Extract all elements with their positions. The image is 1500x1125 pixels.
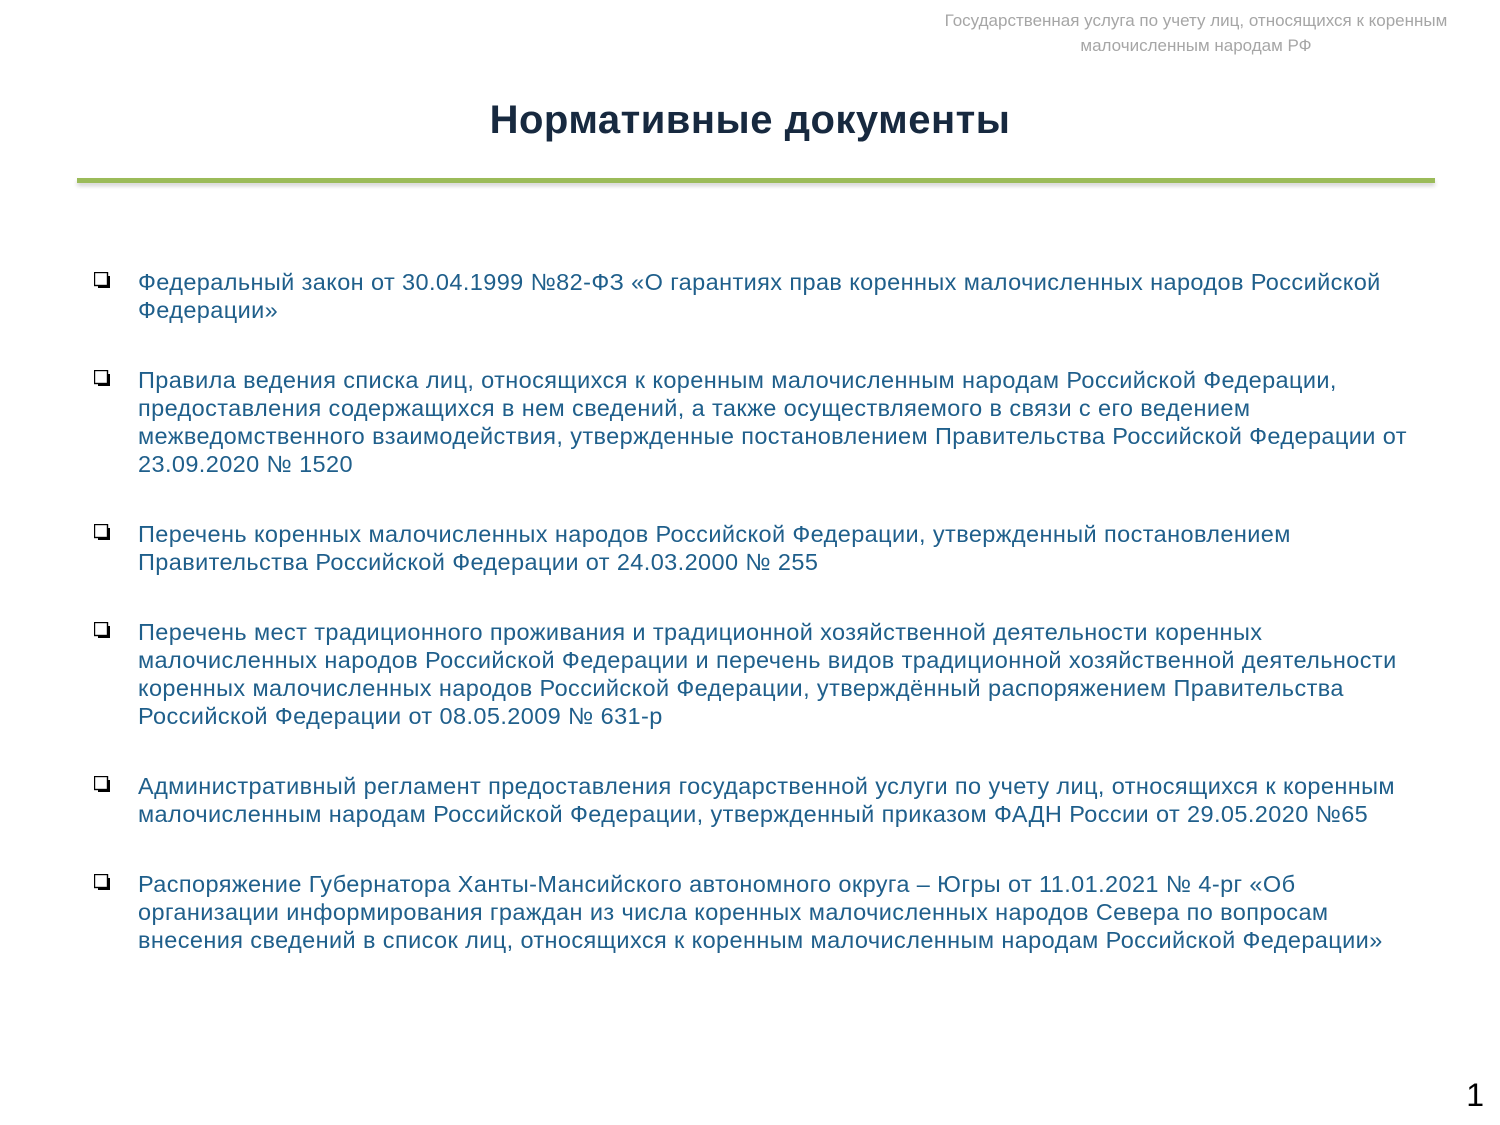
- document-text: Правила ведения списка лиц, относящихся к коренным малочисленным народам Российской Федерации, предоставления содержащихся в нем сведений, а также осуществляемого в связи с его ведением межведомственного взаимодействия, утвержденные постановлением Правительства Российской Федерации от 23.09.2020 № 1520: [138, 367, 1407, 477]
- list-item: [92, 618, 1422, 730]
- checkbox-bullet-icon: [94, 370, 111, 387]
- checkbox-bullet-icon: [94, 874, 111, 891]
- checkbox-bullet-icon: [94, 272, 111, 289]
- document-list: [92, 268, 1422, 996]
- list-item: [92, 366, 1422, 478]
- document-text: Административный регламент предоставления государственной услуги по учету лиц, относящихся к коренным малочисленным народам Российской Федерации, утвержденный приказом ФАДН России от 29.05.2020 №65: [138, 773, 1395, 827]
- checkbox-bullet-icon: [94, 622, 111, 639]
- list-item: [92, 520, 1422, 576]
- list-item: [92, 268, 1422, 324]
- document-text: Распоряжение Губернатора Ханты-Мансийского автономного округа – Югры от 11.01.2021 № 4-рг «Об организации информирования граждан из числа коренных малочисленных народов Севера по вопросам внесения сведений в список лиц, относящихся к коренным малочисленным народам Российской Федерации»: [138, 871, 1383, 953]
- document-text: Перечень мест традиционного проживания и традиционной хозяйственной деятельности коренных малочисленных народов Российской Федерации и перечень видов традиционной хозяйственной деятельности коренных малочисленных народов Российской Федерации, утверждённый распоряжением Правительства Российской Федерации от 08.05.2009 № 631-р: [138, 619, 1397, 729]
- page-number: 1: [1466, 1077, 1484, 1113]
- list-item: [92, 772, 1422, 828]
- header-note: Государственная услуга по учету лиц, относящихся к коренным малочисленным народам РФ: [944, 11, 1448, 55]
- title-divider: [77, 178, 1435, 183]
- checkbox-bullet-icon: [94, 524, 111, 541]
- page-title: Нормативные документы: [489, 98, 1011, 142]
- document-text: Перечень коренных малочисленных народов Российской Федерации, утвержденный постановлением Правительства Российской Федерации от 24.03.2000 № 255: [138, 521, 1291, 575]
- list-item: [92, 870, 1422, 954]
- document-text: Федеральный закон от 30.04.1999 №82-ФЗ «О гарантиях прав коренных малочисленных народов Российской Федерации»: [138, 269, 1381, 323]
- checkbox-bullet-icon: [94, 776, 111, 793]
